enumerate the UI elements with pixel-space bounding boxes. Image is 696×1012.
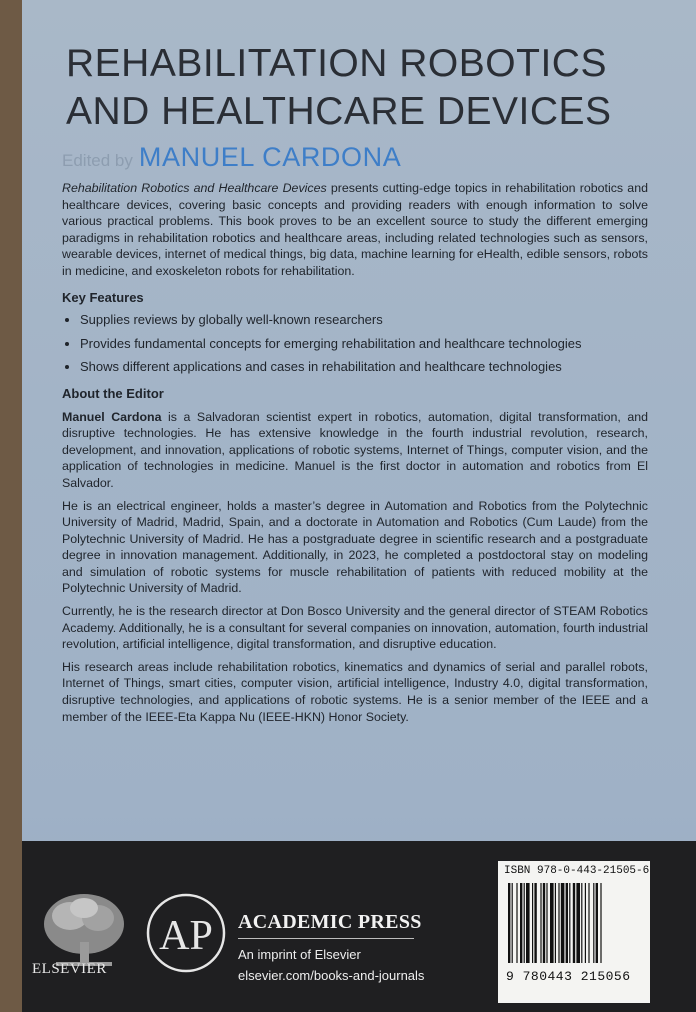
barcode-bar <box>573 883 575 963</box>
elsevier-wordmark: ELSEVIER <box>32 961 107 977</box>
barcode-bar <box>520 883 522 963</box>
barcode-bar <box>550 883 554 963</box>
key-feature-item: • Supplies reviews by globally well-known researchers <box>80 312 648 329</box>
isbn-barcode-panel <box>498 861 650 1003</box>
barcode-bar <box>569 883 570 963</box>
barcode-bar <box>558 883 559 963</box>
description-paragraph <box>62 180 648 280</box>
academic-press-name: ACADEMIC PRESS <box>238 911 422 933</box>
key-features-heading: Key Features <box>62 289 144 305</box>
barcode-bar <box>526 883 530 963</box>
key-feature-item: • Shows different applications and cases in rehabilitation and healthcare technologies <box>80 359 648 376</box>
barcode-bar <box>532 883 533 963</box>
academic-press-logo <box>144 891 228 975</box>
publisher-band <box>22 841 696 1012</box>
barcode-bar <box>546 883 547 963</box>
book-title <box>66 40 686 136</box>
isbn-digits: 9 780443 215056 <box>506 969 631 984</box>
barcode-bar <box>540 883 541 963</box>
barcode-bar <box>561 883 565 963</box>
ap-mark: AP <box>159 913 213 959</box>
barcode-bar <box>588 883 589 963</box>
barcode <box>504 883 644 967</box>
imprint-text: An imprint of Elsevier <box>238 947 361 962</box>
key-features-list <box>62 312 648 376</box>
barcode-bar <box>596 883 598 963</box>
isbn-label: ISBN 978-0-443-21505-6 <box>504 865 650 877</box>
barcode-bar <box>534 883 536 963</box>
barcode-bar <box>543 883 545 963</box>
barcode-bar <box>508 883 510 963</box>
barcode-bar <box>524 883 525 963</box>
cover-body-text <box>62 180 648 731</box>
barcode-bar <box>585 883 586 963</box>
title-line-2: AND HEALTHCARE DEVICES <box>66 90 612 133</box>
book-back-cover <box>22 0 696 1012</box>
barcode-bar <box>600 883 601 963</box>
about-paragraph-2: He is an electrical engineer, holds a master’s degree in Automation and Robotics from the Polytechnic University of Madrid, Madrid, Spain, and a doctorate in Automation and Robotics (Cum Laude) from the Polytechnic University of Madrid. He has a postgraduate degree in scientific research and a postgraduate degree in innovation management. Additionally, in 2023, he completed a postdoctoral stay on modeling and simulation of robotic systems for muscle rehabilitation of patients with reduced mobility at the Polytechnic University of Madrid. <box>62 498 648 596</box>
description-book-title: Rehabilitation Robotics and Healthcare Devices <box>62 181 327 195</box>
barcode-bar <box>516 883 517 963</box>
barcode-bar <box>576 883 580 963</box>
barcode-bar <box>555 883 556 963</box>
about-paragraph-3: Currently, he is the research director at Don Bosco University and the general director of STEAM Robotics Academy. Additionally, he is a consultant for several companies on innovation, automation, fourth industrial revolution, artificial intelligence, digital transformation, and disruptive education. <box>62 604 648 652</box>
about-paragraph-4: His research areas include rehabilitation robotics, kinematics and dynamics of serial and parallel robots, Internet of Things, smart cities, computer vision, artificial intelligence, Industry 4.0, digital transformation, disruptive technologies, and applications of robotic systems. He is a senior member of the IEEE and a member of the IEEE-Eta Kappa Nu (IEEE-HKN) Honor Society. <box>62 659 648 724</box>
barcode-bar <box>512 883 513 963</box>
about-editor-heading: About the Editor <box>62 385 164 401</box>
edited-by-label: Edited by <box>62 151 133 170</box>
editor-credit <box>62 142 401 173</box>
barcode-bar <box>593 883 594 963</box>
barcode-bar <box>566 883 568 963</box>
key-feature-item: • Provides fundamental concepts for emerging rehabilitation and healthcare technologies <box>80 336 648 353</box>
title-line-1: REHABILITATION ROBOTICS <box>66 42 607 85</box>
editor-name: MANUEL CARDONA <box>138 142 402 172</box>
about-paragraph-1 <box>62 409 648 492</box>
publisher-url: elsevier.com/books-and-journals <box>238 968 425 983</box>
publisher-divider <box>238 938 414 939</box>
barcode-bar <box>581 883 582 963</box>
about-editor-name: Manuel Cardona <box>62 409 162 424</box>
description-text: presents cutting-edge topics in rehabilitation robotics and healthcare devices, covering basic concepts and providing readers with enough information to solve various practical problems. This book proves to be an excellent source to study the different emerging paradigms in rehabilitation robotics and healthcare areas, including related technologies such as sensors, wearable devices, internet of medical things, big data, machine learning for eHealth, edible sensors, robots in medicine, and exoskeleton robots for rehabilitation. <box>62 181 648 278</box>
about-paragraph-1-text: is a Salvadoran scientist expert in robotics, automation, digital transformation, and disruptive technologies. He has extensive knowledge in the fourth industrial revolution, research, development, and innovation, applications of robotic systems, Internet of Things, computer vision, and the application of technologies in medicine. Manuel is the first doctor in automation and robotics from El Salvador. <box>62 409 648 490</box>
